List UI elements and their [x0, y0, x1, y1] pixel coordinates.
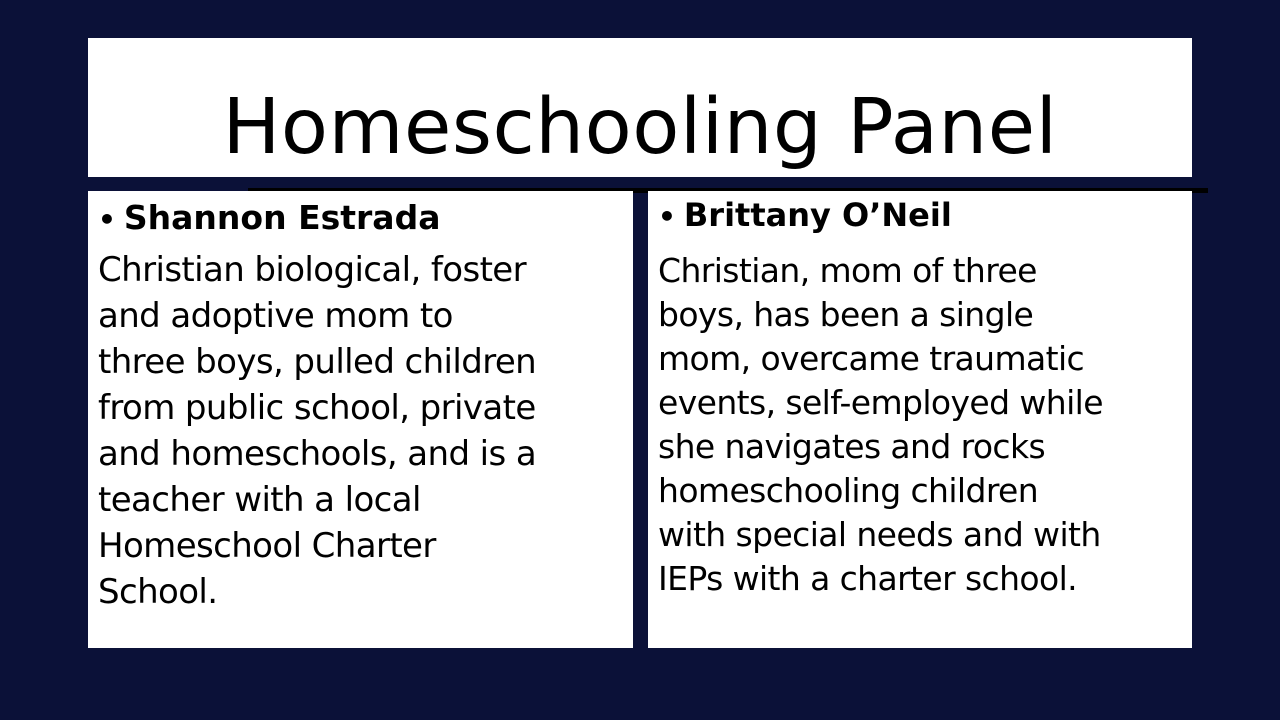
- panelist-card-brittany: [648, 191, 1192, 648]
- slide-title: Homeschooling Panel: [222, 83, 1058, 172]
- panelist-bio: Christian biological, foster and adoptive mom to three boys, pulled children from public school, private and homeschools, and is a teacher with a local Homeschool Charter School.: [98, 250, 537, 612]
- bullet-icon: •: [658, 200, 676, 233]
- title-box: [88, 38, 1192, 177]
- panelist-heading: [98, 194, 627, 244]
- bullet-icon: •: [98, 203, 116, 236]
- panelist-card-shannon: [88, 191, 633, 648]
- panelist-heading: [658, 191, 1186, 241]
- panelist-bio: Christian, mom of three boys, has been a single mom, overcame traumatic events, self-employed while she navigates and rocks homeschooling children with special needs and with IEPs with a charter school.: [658, 251, 1103, 598]
- panelist-name: Brittany O’Neil: [683, 196, 952, 234]
- panelist-name: Shannon Estrada: [123, 198, 441, 237]
